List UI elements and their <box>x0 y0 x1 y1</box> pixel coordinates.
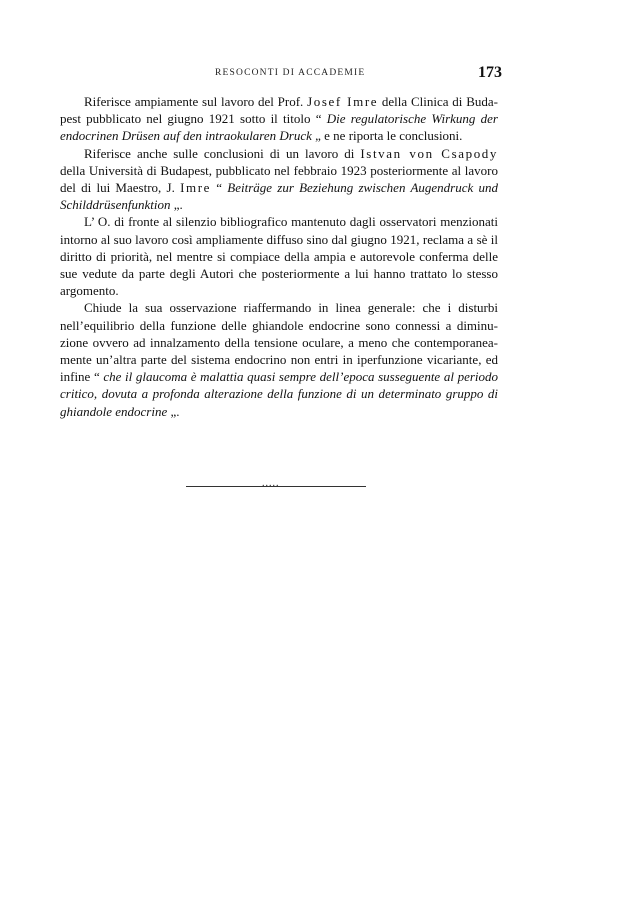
p1-text-c: „ e ne riporta le conclusioni. <box>311 128 463 144</box>
p1-text-b: della Clinica di Budapest pubblicato nel giugno 1921 sotto il titolo “ <box>60 94 498 127</box>
paragraph-3 <box>60 213 498 299</box>
cited-title-csapody: Beiträge zur Beziehung zwischen Augendruck und Schilddrüsenfunktion <box>60 180 498 213</box>
author-name-csapody: Istvan von Csapody <box>360 145 498 161</box>
running-head: RESOCONTI DI ACCADEMIE <box>215 68 366 78</box>
p4-text-a: Chiude la sua osservazione riaffermando in linea generale: che i disturbi nell’equilibrio della funzione delle ghiandole endocrine sono connessi a diminuzione ovvero ad innalzamento della tensione oculare, a meno che contemporaneamente un’altra parte del sistema endocrino non entri in iperfunzione vicariante, ed infine “ <box>60 300 498 385</box>
cited-title-imre: Die regulatorische Wirkung der endocrinen Drüsen auf den intraokularen Druck <box>60 111 498 144</box>
body-text <box>60 93 498 420</box>
p4-text-b: „. <box>167 403 180 419</box>
p2-text-d: „. <box>170 197 183 213</box>
p3-text: L’ O. di fronte al silenzio bibliografico mantenuto dagli osservatori menzionati intorno al suo lavoro così ampliamente diffuso sino dal giugno 1921, reclama a sè il diritto di priorità, nel mentre si compiace della ampia e autorevole conferma delle sue vedute da parte degli Autori che posteriormente a lui hanno trattato lo stesso argomento. <box>60 214 498 299</box>
paragraph-4 <box>60 299 498 419</box>
author-name-imre: Josef Imre <box>307 94 379 109</box>
p2-text-b: della Università di Budapest, pubblicato nel febbraio 1923 posteriormente al lavoro del di lui Maestro, J. <box>60 162 498 196</box>
section-divider-dots: ..... <box>262 478 280 489</box>
p1-text-a: Riferisce ampiamente sul lavoro del Prof. <box>84 94 308 109</box>
paragraph-2 <box>60 145 498 214</box>
author-name-imre-2: Imre <box>180 180 212 196</box>
p2-text-a: Riferisce anche sulle conclusioni di un lavoro di <box>84 145 361 161</box>
p2-text-c: “ <box>211 180 228 196</box>
p4-quote: che il glaucoma è malattia quasi sempre dell’epoca susseguente al periodo critico, dovuta a profonda alterazione della funzione di un determinato gruppo di ghiandole endocrine <box>60 369 499 419</box>
page-number: 173 <box>478 64 502 81</box>
paragraph-1 <box>60 93 498 145</box>
